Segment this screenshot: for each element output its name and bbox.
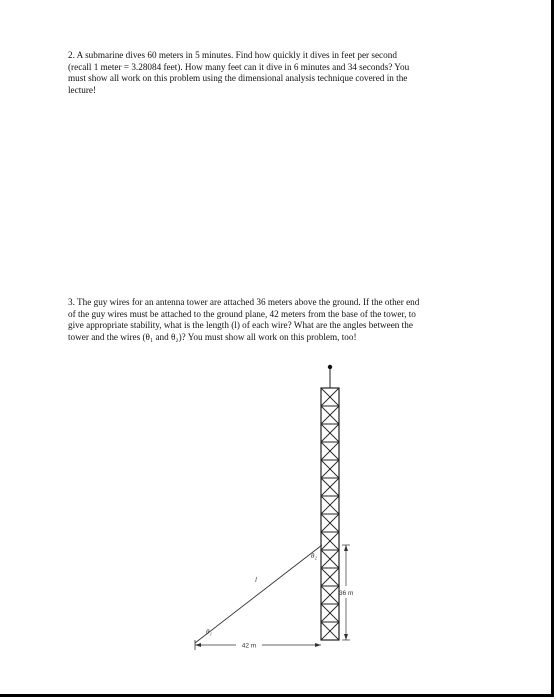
- problem-3-line: 3. The guy wires for an antenna tower are attached 36 meters above the ground. If the other end: [68, 297, 420, 307]
- height-arrow-top: [344, 545, 348, 551]
- angle-theta1-label: θ₁: [206, 628, 212, 636]
- height-arrow-bottom: [344, 634, 348, 640]
- wire-length-label: l: [255, 576, 257, 584]
- problem-2-line: must show all work on this problem using the dimensional analysis technique covered in the: [68, 73, 408, 84]
- problem-2-line: 2. A submarine dives 60 meters in 5 minutes. Find how quickly it dives in feet per second: [68, 50, 397, 60]
- problem-3-line: give appropriate stability, what is the length (l) of each wire? What are the angles between the: [68, 320, 413, 331]
- base-arrow-right: [315, 643, 321, 647]
- problem-3-line: of the guy wires must be attached to the ground plane, 42 meters from the base of the tower, to: [68, 308, 416, 319]
- base-label: 42 m: [241, 642, 257, 650]
- height-label: 36 m: [339, 590, 354, 597]
- base-arrow-left: [195, 643, 201, 647]
- antenna-tip: [328, 365, 332, 369]
- problem-2-line: lecture!: [68, 85, 97, 96]
- guy-wire: [195, 545, 322, 643]
- tower-lattice: [321, 388, 339, 640]
- problem-3-line: tower and the wires (θ₁ and θ₂)? You must show all work on this problem, too!: [68, 332, 357, 343]
- angle-theta2-label: θ₂: [311, 552, 317, 560]
- problem-2-line: (recall 1 meter = 3.28084 feet). How many feet can it dive in 6 minutes and 34 seconds? You: [68, 61, 410, 72]
